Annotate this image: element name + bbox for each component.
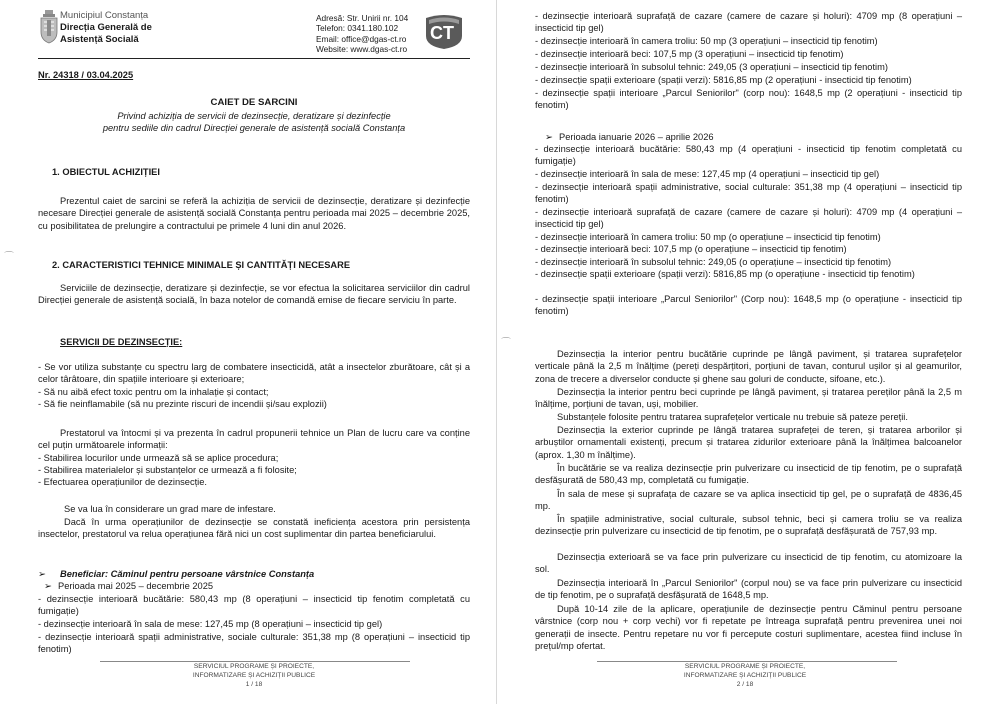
paragraph: Dezinsecția la interior pentru bucătărie cuprinde pe lângă paviment, și tratarea suprafețelor verticale până la 2,5 m înălțime (pereți despărțitori, porțiuni de tavan, conturul ușilor și al geamurilor, zona de trecere a diverselor conducte și ghene sau goluri de conducte, sifoane, etc.).	[535, 349, 962, 384]
footer-divider	[100, 661, 410, 662]
service-item: - dezinsecție interioară în camera troliu: 50 mp (o operațiune – insecticid tip fenotim)	[535, 232, 881, 242]
plan-item-2: - Stabilirea materialelor și substanțelor ce urmează a fi folosite;	[38, 465, 297, 475]
service-item: - dezinsecție interioară în subsolul tehnic: 249,05 (o operațiune – insecticid tip fenotim)	[535, 257, 892, 267]
services-heading: SERVICII DE DEZINSECȚIE:	[60, 337, 183, 347]
period-2026: Perioada ianuarie 2026 – aprilie 2026	[559, 132, 714, 142]
service-item: - dezinsecție interioară suprafață de cazare (camere de cazare și holuri): 4709 mp (4 operațiuni – insecticid tip gel)	[535, 207, 962, 230]
page-number: 2 / 18	[736, 681, 754, 688]
footer-line-1: SERVICIUL PROGRAME ȘI PROIECTE,	[193, 663, 315, 670]
org-line-2: Direcția Generală de	[60, 22, 152, 33]
paragraph: Dezinsecția exterioară se va face prin pulverizare cu insecticid de tip fenotim, cu atomizoare la sol.	[535, 552, 962, 575]
document-subtitle-2: pentru sediile din cadrul Direcției generale de asistență socială Constanța	[102, 123, 406, 133]
service-item: - dezinsecție interioară spații administrative, social culturale: 351,38 mp (4 operațiuni – insecticid tip fenotim)	[535, 182, 962, 205]
section-2-paragraph: Serviciile de dezinsecție, deratizare și dezinfecție, se vor efectua la solicitarea serviciilor din cadrul Direcției generale de asistență socială, în baza notelor de comandă emise de fiecare serviciu în parte.	[38, 283, 470, 306]
arrow-bullet-icon: ➢	[44, 581, 52, 591]
ct-logo	[424, 12, 464, 50]
service-item: - dezinsecție interioară suprafață de cazare (camere de cazare și holuri): 4709 mp (8 operațiuni – insecticid tip gel)	[535, 11, 962, 34]
org-line-3: Asistență Socială	[60, 34, 139, 45]
section-1-heading: 1. OBIECTUL ACHIZIȚIEI	[52, 167, 160, 177]
service-item: - dezinsecție spații exterioare (spații verzi): 5816,85 mp (2 operațiuni - insecticid tip fenotim)	[535, 75, 912, 85]
service-item: - dezinsecție spații interioare „Parcul Seniorilor" (corp nou): 1648,5 mp (2 operațiuni - insecticid tip fenotim)	[535, 88, 962, 111]
header-divider	[38, 58, 470, 59]
contact-phone: Telefon: 0341.180.102	[316, 23, 399, 34]
page-number: 1 / 18	[245, 681, 263, 688]
requirement-1: - Se vor utiliza substanțe cu spectru larg de combatere insecticidă, atât a insectelor zburătoare, cât și a celor târâtoare, din spațiile interioare și exterioare;	[38, 362, 470, 385]
service-item: - dezinsecție interioară bucătărie: 580,43 mp (4 operațiuni - insecticid tip fenotim completată cu fumigație)	[535, 144, 962, 167]
service-item: - dezinsecție interioară beci: 107,5 mp (3 operațiuni – insecticid tip fenotim)	[535, 49, 844, 59]
period-2025: Perioada mai 2025 – decembrie 2025	[58, 581, 214, 591]
footer-line-2: INFORMATIZARE ȘI ACHIZIȚII PUBLICE	[192, 672, 316, 679]
org-line-1: Municipiul Constanța	[60, 10, 149, 21]
arrow-bullet-icon: ➢	[545, 132, 553, 142]
service-item: - dezinsecție interioară spații administrative, sociale culturale: 351,38 mp (8 operațiuni – insecticid tip fenotim)	[38, 632, 470, 655]
service-item: - dezinsecție spații interioare „Parcul Seniorilor" (Corp nou): 1648,5 mp (o operațiune - insecticid tip fenotim)	[535, 294, 962, 317]
contact-website: Website: www.dgas-ct.ro	[316, 43, 408, 54]
footer-line-1: SERVICIUL PROGRAME ȘI PROIECTE,	[684, 663, 806, 670]
paragraph: După 10-14 zile de la aplicare, operațiunile de dezinsecție pentru Căminul pentru persoane vârstnice (corp nou + corp vechi) vor fi repetate pe întreaga suprafață pentru prevenirea unei noi generații de insecte. Pentru repetare nu vor fi percepute costuri suplimentare, acestea fiind incluse în prețul/mp ofertat.	[535, 604, 962, 652]
coat-of-arms-icon	[40, 10, 58, 44]
paragraph: În sala de mese și suprafața de cazare se va aplica insecticid tip gel, pe o suprafață de 4836,45 mp.	[535, 489, 962, 512]
paragraph: În bucătărie se va realiza dezinsecție prin pulverizare cu insecticid de tip fenotim, pe o suprafață desfășurată de 580,43 mp, completată cu fumigație.	[535, 463, 962, 486]
ct-logo-text: CT	[430, 23, 454, 43]
paragraph: În spațiile administrative, social culturale, subsol tehnic, beci și camera troliu se va realiza dezinsecție prin pulverizare cu insecticid de tip fenotim, pe o suprafață desfășurată de 757,93 mp.	[535, 514, 962, 537]
footer-divider	[597, 661, 897, 662]
infestation-note: Se va lua în considerare un grad mare de infestare.	[64, 504, 276, 514]
arrow-bullet-icon: ➢	[38, 569, 46, 579]
service-item: - dezinsecție interioară în sala de mese: 127,45 mp (4 operațiuni – insecticid tip gel)	[535, 169, 880, 179]
service-item: - dezinsecție interioară în camera troliu: 50 mp (3 operațiuni – insecticid tip fenotim)	[535, 36, 878, 46]
service-item: - dezinsecție interioară în subsolul tehnic: 249,05 (3 operațiuni – insecticid tip fenotim)	[535, 62, 888, 72]
plan-item-3: - Efectuarea operațiunilor de dezinsecție.	[38, 477, 207, 487]
paragraph: Dezinsecția la exterior cuprinde pe lângă tratarea suprafeței de teren, și tratarea arborilor și arbuștilor ornamentali existenți, precum și tratarea zidurilor exterioare până la înălțimea balcoanelor (aprox. 1,30 m înălțime).	[535, 425, 962, 460]
section-2-heading: 2. CARACTERISTICI TEHNICE MINIMALE ȘI CANTITĂȚI NECESARE	[52, 260, 351, 270]
requirement-2: - Să nu aibă efect toxic pentru om la inhalație și contact;	[38, 387, 269, 397]
paragraph: Substanțele folosite pentru tratarea suprafețelor verticale nu trebuie să pateze pereții.	[557, 412, 908, 422]
service-item: - dezinsecție interioară beci: 107,5 mp (o operațiune – insecticid tip fenotim)	[535, 244, 847, 254]
service-item: - dezinsecție interioară bucătărie: 580,43 mp (8 operațiuni – insecticid tip fenotim completată cu fumigație)	[38, 594, 470, 617]
section-1-paragraph: Prezentul caiet de sarcini se referă la achiziția de servicii de dezinsecție, deratizare și dezinfecție necesare Direcției generale de asistență socială Constanța pentru perioada mai 2025 – decembrie 2025, cu posibilitatea de prelungire a contractului pe primele 4 luni din anul 2026.	[38, 196, 470, 231]
contact-block	[316, 13, 408, 54]
beneficiary-heading: Beneficiar: Căminul pentru persoane vârstnice Constanța	[60, 569, 315, 579]
contact-address: Adresă: Str. Unirii nr. 104	[316, 13, 409, 23]
paragraph: Dezinsecția la interior pentru beci cuprinde pe lângă paviment, și tratarea pereților până la 2,5 m înălțime, porțiuni de tavan, uși, mobilier.	[535, 387, 962, 410]
contact-email: Email: office@dgas-ct.ro	[316, 33, 407, 44]
document-title: CAIET DE SARCINI	[210, 97, 298, 108]
paragraph: Dezinsecția interioară în „Parcul Seniorilor" (corpul nou) se va face prin pulverizare cu insecticid de tip fenotim, pe o suprafață desfășurată de 1648,5 mp.	[535, 578, 962, 601]
requirement-3: - Să fie neinflamabile (să nu prezinte riscuri de incendii și/sau explozii)	[38, 399, 327, 409]
service-item: - dezinsecție spații exterioare (spații verzi): 5816,85 mp (o operațiune - insecticid tip fenotim)	[535, 269, 915, 279]
footer-line-2: INFORMATIZARE ȘI ACHIZIȚII PUBLICE	[683, 672, 807, 679]
document-subtitle-1: Privind achiziția de servicii de dezinsecție, deratizare și dezinfecție	[117, 111, 391, 121]
plan-item-1: - Stabilirea locurilor unde urmează să se aplice procedura;	[38, 453, 279, 463]
service-item: - dezinsecție interioară în sala de mese: 127,45 mp (8 operațiuni – insecticid tip gel)	[38, 619, 383, 629]
document-page-2: - dezinsecție interioară suprafață de cazare (camere de cazare și holuri): 4709 mp (8 operațiuni – insecticid tip gel) - dezinsecție interioară în camera troliu: 50 mp (3 operațiuni – insecticid tip fenotim) - dezinsecție interioară beci: 107,5 mp (3 operațiuni – insecticid tip fenotim) - dezinsecție interioară în subsolul tehnic: 249,05 (3 operațiuni – insecticid tip fenotim) - dezinsecție spații exterioare (spații verzi): 5816,85 mp (2 operațiuni - insecticid tip fenotim) - dezinsecție spații interioare „Parcul Seniorilor" (corp nou): 1648,5 mp (2 operațiuni - insecticid tip fenotim) ➢ Perioada ianuarie 2026 – aprilie 2026 - dezinsecție interioară bucătărie: 580,43 mp (4 operațiuni - insecticid tip fenotim completată cu fumigație) - dezinsecție interioară în sala de mese: 127,45 mp (4 operațiuni – insecticid tip gel) - dezinsecție interioară spații administrative, social culturale: 351,38 mp (4 operațiuni – insecticid tip fenotim) - dezinsecție interioară suprafață de cazare (camere de cazare și holuri): 4709 mp (4 operațiuni – insecticid tip gel) - dezinsecție interioară în camera troliu: 50 mp (o operațiune – insecticid tip fenotim) - dezinsecție interioară beci: 107,5 mp (o operațiune – insecticid tip fenotim) - dezinsecție interioară în subsolul tehnic: 249,05 (o operațiune – insecticid tip fenotim) - dezinsecție spații exterioare (spații verzi): 5816,85 mp (o operațiune - insecticid tip fenotim) - dezinsecție spații interioare „Parcul Seniorilor" (Corp nou): 1648,5 mp (o operațiune - insecticid tip fenotim) ⌒ Dezinsecția la interior pentru bucătărie cuprinde pe lângă paviment, și tratarea suprafețelor verticale până la 2,5 m înălțime (pereți despărțitori, porțiuni de tavan, conturul ușilor și al geamurilor, zona de trecere a diverselor conducte și ghene sau goluri de conducte, sifoane, etc.). Dezinsecția la interior pentru beci cuprinde pe lângă paviment, și tratarea pereților până la 2,5 m înălțime, porțiuni de tavan, uși, mobilier. Substanțele folosite pentru tratarea suprafețelor verticale nu trebuie să pateze pereții. Dezinsecția la exterior cuprinde pe lângă tratarea suprafeței de teren, și tratarea arborilor și arbuștilor ornamentali existenți, precum și tratarea zidurilor exterioare până la înălțimea balcoanelor (aprox. 1,30 m înălțime). În bucătărie se va realiza dezinsecție prin pulverizare cu insecticid de tip fenotim, pe o suprafață desfășurată de 580,43 mp, completată cu fumigație. În sala de mese și suprafața de cazare se va aplica insecticid tip gel, pe o suprafață de 4836,45 mp. În spațiile administrative, social culturale, subsol tehnic, beci și camera troliu se va realiza dezinsecție prin pulverizare cu insecticid de tip fenotim, pe o suprafață desfășurată de 757,93 mp. Dezinsecția exterioară se va face prin pulverizare cu insecticid de tip fenotim, cu atomizoare la sol. Dezinsecția interioară în „Parcul Seniorilor" (corpul nou) se va face prin pulverizare cu insecticid de tip fenotim, pe o suprafață desfășurată de 1648,5 mp. După 10-14 zile de la aplicare, operațiunile de dezinsecție pentru Căminul pentru persoane vârstnice (corp nou + corp vechi) vor fi repetate pe întreaga suprafață pentru prevenirea unei noi generații de insecte. Pentru repetare nu vor fi percepute costuri suplimentare, acestea fiind incluse în prețul/mp ofertat. SERVICIUL PROGRAME ȘI PROIECTE, INFORMATIZARE ȘI ACHIZIȚII PUBLICE 2 / 18	[497, 0, 992, 704]
inefficiency-paragraph: Dacă în urma operațiunilor de dezinsecție se constată ineficiența acestora prin persistența insectelor, prestatorul va relua operațiunea fără nici un cost suplimentar din partea beneficiarului.	[38, 517, 470, 540]
work-plan-paragraph: Prestatorul va întocmi și va prezenta în cadrul propunerii tehnice un Plan de lucru care va conține cel puțin următoarele informații:	[38, 428, 470, 451]
document-page-1: Municipiul Constanța Direcția Generală de Asistență Socială Adresă: Str. Unirii nr. 104 Telefon: 0341.180.102 Email: office@dgas-ct.ro Website: www.dgas-ct.ro CT Nr. 24318 / 03.04.2025 CAIET DE SARCINI Privind achiziția de servicii de dezinsecție, deratizare și dezinfecție pentru sediile din cadrul Direcției generale de asistență socială Constanța 1. OBIECTUL ACHIZIȚIEI Prezentul caiet de sarcini se referă la achiziția de servicii de dezinsecție, deratizare și dezinfecție necesare Direcției generale de asistență socială Constanța pentru perioada mai 2025 – decembrie 2025, cu posibilitatea de prelungire a contractului pe primele 4 luni din anul 2026. ⌒ 2. CARACTERISTICI TEHNICE MINIMALE ȘI CANTITĂȚI NECESARE Serviciile de dezinsecție, deratizare și dezinfecție, se vor efectua la solicitarea serviciilor din cadrul Direcției generale de asistență socială, în baza notelor de comandă emise de fiecare serviciu în parte. SERVICII DE DEZINSECȚIE: - Se vor utiliza substanțe cu spectru larg de combatere insecticidă, atât a insectelor zburătoare, cât și a celor târâtoare, din spațiile interioare și exterioare; - Să nu aibă efect toxic pentru om la inhalație și contact; - Să fie neinflamabile (să nu prezinte riscuri de incendii și/sau explozii) Prestatorul va întocmi și va prezenta în cadrul propunerii tehnice un Plan de lucru care va conține cel puțin următoarele informații: - Stabilirea locurilor unde urmează să se aplice procedura; - Stabilirea materialelor și substanțelor ce urmează a fi folosite; - Efectuarea operațiunilor de dezinsecție. Se va lua în considerare un grad mare de infestare. Dacă în urma operațiunilor de dezinsecție se constată ineficiența acestora prin persistența insectelor, prestatorul va relua operațiunea fără nici un cost suplimentar din partea beneficiarului. ➢ Beneficiar: Căminul pentru persoane vârstnice Constanța ➢ Perioada mai 2025 – decembrie 2025 - dezinsecție interioară bucătărie: 580,43 mp (8 operațiuni – insecticid tip fenotim completată cu fumigație) - dezinsecție interioară în sala de mese: 127,45 mp (8 operațiuni – insecticid tip gel) - dezinsecție interioară spații administrative, sociale culturale: 351,38 mp (8 operațiuni – insecticid tip fenotim) SERVICIUL PROGRAME ȘI PROIECTE, INFORMATIZARE ȘI ACHIZIȚII PUBLICE 1 / 18	[0, 0, 497, 704]
document-number: Nr. 24318 / 03.04.2025	[38, 70, 134, 80]
